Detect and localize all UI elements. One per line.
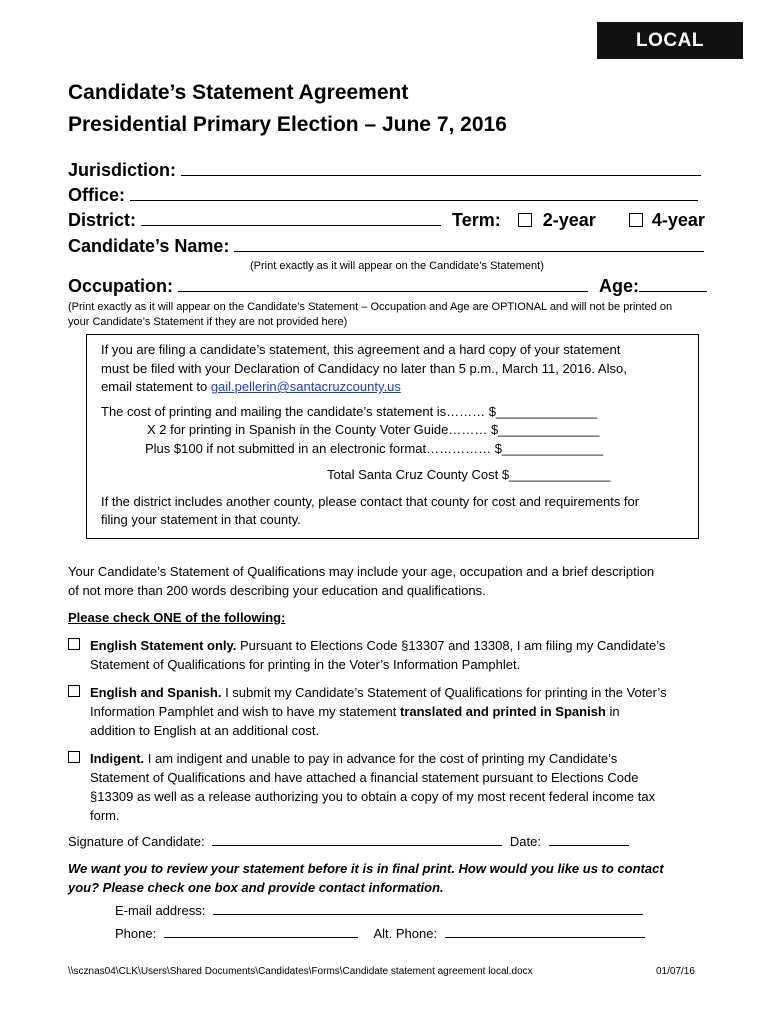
email-field[interactable] <box>213 901 643 915</box>
phone-label: Phone: <box>115 926 157 941</box>
jurisdiction-label: Jurisdiction: <box>68 160 177 180</box>
term-2year-label: 2-year <box>542 210 596 230</box>
indigent-text: Statement of Qualifications and have attached a financial statement pursuant to Elections Code <box>90 770 639 785</box>
indigent-text: I am indigent and unable to pay in advance for the cost of printing my Candidate’s <box>144 751 618 766</box>
signature-field[interactable] <box>212 832 502 846</box>
check-heading: Please check ONE of the following: <box>68 610 286 625</box>
cost-printing: The cost of printing and mailing the candidate’s statement is……… $______________ <box>101 403 598 419</box>
qualifications-text-line2: of not more than 200 words describing your education and qualifications. <box>68 583 486 598</box>
term-4year-label: 4-year <box>651 210 705 230</box>
indigent-title: Indigent. <box>90 751 145 766</box>
jurisdiction-field[interactable] <box>181 159 701 176</box>
district-row <box>68 209 705 231</box>
signature-row <box>68 832 629 851</box>
office-field[interactable] <box>130 184 698 201</box>
term-label: Term: <box>452 210 501 230</box>
local-badge: LOCAL <box>597 22 743 59</box>
footer-date: 01/07/16 <box>656 966 695 977</box>
occupation-note-line1: (Print exactly as it will appear on the Candidate’s Statement – Occupation and Age are OPTIONAL and will not be printed on <box>68 301 673 313</box>
option-english <box>68 636 708 674</box>
occupation-label: Occupation: <box>68 276 174 296</box>
office-row <box>68 184 698 206</box>
email-row <box>115 901 643 920</box>
document-title: Candidate’s Statement Agreement <box>68 81 409 104</box>
indigent-checkbox[interactable] <box>68 751 80 763</box>
alt-phone-field[interactable] <box>445 924 645 938</box>
term-4year-checkbox[interactable] <box>629 213 643 227</box>
qualifications-text-line1: Your Candidate’s Statement of Qualifications may include your age, occupation and a brief description <box>68 564 655 579</box>
cost-electronic: Plus $100 if not submitted in an electronic format…………… $______________ <box>145 440 604 456</box>
footer-path: \\scznas04\CLK\Users\Shared Documents\Candidates\Forms\Candidate statement agreement local.docx <box>68 966 533 977</box>
cost-spanish: X 2 for printing in Spanish in the County Voter Guide……… $______________ <box>147 422 600 437</box>
english-spanish-text: Information Pamphlet and wish to have my statement <box>90 704 400 719</box>
alt-phone-label: Alt. Phone: <box>373 926 438 941</box>
review-text-line2: you? Please check one box and provide contact information. <box>68 880 444 895</box>
option-english-spanish <box>68 683 708 740</box>
english-spanish-emphasis: translated and printed in Spanish <box>400 704 606 719</box>
phone-field[interactable] <box>164 924 358 938</box>
option-indigent <box>68 749 708 825</box>
term-2year-checkbox[interactable] <box>518 213 532 227</box>
english-spanish-text: addition to English at an additional cost. <box>90 723 320 738</box>
email-label: E-mail address: <box>115 903 206 918</box>
info-line: If you are filing a candidate’s statement, this agreement and a hard copy of your statement <box>101 342 621 357</box>
date-field[interactable] <box>549 832 629 846</box>
english-only-text: Statement of Qualifications for printing in the Voter’s Information Pamphlet. <box>90 657 521 672</box>
info-line: filing your statement in that county. <box>101 512 301 527</box>
review-text-line1: We want you to review your statement before it is in final print. How would you like us to contact <box>68 861 664 876</box>
english-only-title: English Statement only. <box>90 638 237 653</box>
age-field[interactable] <box>639 275 707 292</box>
office-label: Office: <box>68 185 126 205</box>
english-spanish-title: English and Spanish. <box>90 685 222 700</box>
occupation-row <box>68 275 707 297</box>
occupation-field[interactable] <box>178 275 588 292</box>
candidate-name-label: Candidate’s Name: <box>68 236 230 256</box>
name-note: (Print exactly as it will appear on the Candidate’s Statement) <box>250 260 544 272</box>
jurisdiction-row <box>68 159 701 181</box>
district-field[interactable] <box>141 209 441 226</box>
document-subtitle: Presidential Primary Election – June 7, 2016 <box>68 113 507 136</box>
info-line: must be filed with your Declaration of Candidacy no later than 5 p.m., March 11, 2016. Also, <box>101 360 627 376</box>
date-label: Date: <box>509 834 541 849</box>
info-line <box>101 378 688 397</box>
indigent-text: §13309 as well as a release authorizing you to obtain a copy of my most recent federal income tax <box>90 789 656 804</box>
english-only-text: Pursuant to Elections Code §13307 and 13308, I am filing my Candidate’s <box>236 638 666 653</box>
filing-info-box <box>86 334 699 539</box>
english-spanish-text: I submit my Candidate’s Statement of Qualifications for printing in the Voter’s <box>221 685 667 700</box>
english-only-checkbox[interactable] <box>68 638 80 650</box>
candidate-name-field[interactable] <box>234 235 704 252</box>
age-label: Age: <box>599 276 640 296</box>
info-email-prefix: email statement to <box>101 379 211 394</box>
candidate-name-row <box>68 235 704 257</box>
english-spanish-checkbox[interactable] <box>68 685 80 697</box>
district-label: District: <box>68 210 137 230</box>
phone-row <box>115 924 645 943</box>
occupation-note-line2: your Candidate’s Statement if they are not provided here) <box>68 316 348 328</box>
info-line: If the district includes another county, please contact that county for cost and requirements for <box>101 493 640 509</box>
email-link[interactable]: gail.pellerin@santacruzcounty.us <box>210 379 401 394</box>
signature-label: Signature of Candidate: <box>68 834 205 849</box>
cost-total: Total Santa Cruz County Cost $______________ <box>327 467 611 482</box>
english-spanish-text: in <box>605 704 620 719</box>
indigent-text: form. <box>90 808 120 823</box>
